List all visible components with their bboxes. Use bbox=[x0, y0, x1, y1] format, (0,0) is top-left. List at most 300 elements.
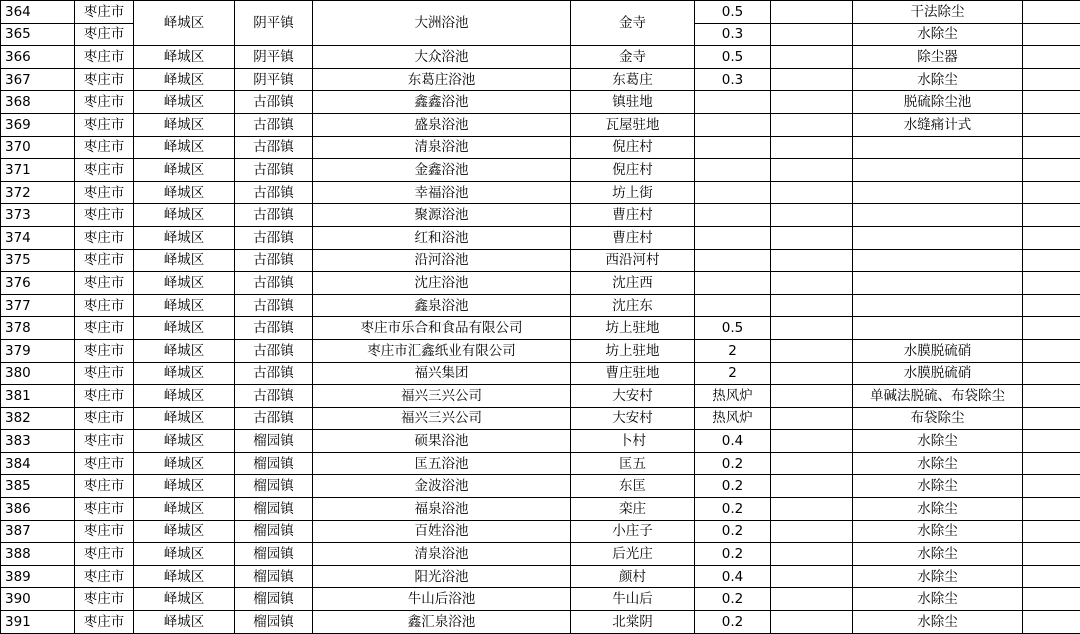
blank-cell bbox=[771, 452, 853, 475]
seq-number-cell: 377 bbox=[1, 294, 75, 317]
empty-cell bbox=[1023, 272, 1080, 295]
town-cell: 古邵镇 bbox=[235, 113, 313, 136]
town-cell: 榴园镇 bbox=[235, 611, 313, 634]
district-cell: 峄城区 bbox=[134, 113, 235, 136]
district-cell: 峄城区 bbox=[134, 294, 235, 317]
table-row bbox=[1, 181, 1080, 204]
empty-cell bbox=[1023, 452, 1080, 475]
blank-cell bbox=[771, 46, 853, 69]
seq-number-cell: 369 bbox=[1, 113, 75, 136]
empty-cell bbox=[1023, 294, 1080, 317]
empty-cell bbox=[1023, 249, 1080, 272]
city-cell: 枣庄市 bbox=[75, 23, 134, 46]
capacity-cell: 0.2 bbox=[695, 588, 771, 611]
treatment-measure-cell bbox=[853, 272, 1023, 295]
treatment-measure-cell: 水除尘 bbox=[853, 68, 1023, 91]
city-cell: 枣庄市 bbox=[75, 272, 134, 295]
location-cell: 沈庄西 bbox=[571, 272, 695, 295]
location-cell: 栾庄 bbox=[571, 498, 695, 521]
empty-cell bbox=[1023, 136, 1080, 159]
treatment-measure-cell: 布袋除尘 bbox=[853, 407, 1023, 430]
blank-cell bbox=[771, 23, 853, 46]
capacity-cell bbox=[695, 272, 771, 295]
location-cell: 北棠阴 bbox=[571, 611, 695, 634]
seq-number-cell: 374 bbox=[1, 226, 75, 249]
company-name-cell: 福泉浴池 bbox=[313, 498, 571, 521]
city-cell: 枣庄市 bbox=[75, 294, 134, 317]
table-row bbox=[1, 249, 1080, 272]
empty-cell bbox=[1023, 68, 1080, 91]
blank-cell bbox=[771, 588, 853, 611]
treatment-measure-cell: 水除尘 bbox=[853, 520, 1023, 543]
district-cell: 峄城区 bbox=[134, 475, 235, 498]
seq-number-cell: 382 bbox=[1, 407, 75, 430]
blank-cell bbox=[771, 430, 853, 453]
treatment-measure-cell: 水除尘 bbox=[853, 452, 1023, 475]
treatment-measure-cell bbox=[853, 294, 1023, 317]
town-cell: 古邵镇 bbox=[235, 226, 313, 249]
seq-number-cell: 373 bbox=[1, 204, 75, 227]
company-name-cell: 大众浴池 bbox=[313, 46, 571, 69]
capacity-cell: 0.2 bbox=[695, 611, 771, 634]
location-cell: 东葛庄 bbox=[571, 68, 695, 91]
location-cell: 坊上街 bbox=[571, 181, 695, 204]
seq-number-cell: 386 bbox=[1, 498, 75, 521]
table-row bbox=[1, 46, 1080, 69]
location-cell: 坊上驻地 bbox=[571, 339, 695, 362]
empty-cell bbox=[1023, 1, 1080, 24]
town-cell: 古邵镇 bbox=[235, 204, 313, 227]
capacity-cell bbox=[695, 91, 771, 114]
capacity-cell bbox=[695, 226, 771, 249]
blank-cell bbox=[771, 113, 853, 136]
table-row bbox=[1, 294, 1080, 317]
location-cell: 倪庄村 bbox=[571, 159, 695, 182]
company-name-cell: 幸福浴池 bbox=[313, 181, 571, 204]
treatment-measure-cell: 水膜脱硫硝 bbox=[853, 362, 1023, 385]
company-name-cell: 硕果浴池 bbox=[313, 430, 571, 453]
empty-cell bbox=[1023, 543, 1080, 566]
capacity-cell: 2 bbox=[695, 339, 771, 362]
town-cell: 榴园镇 bbox=[235, 452, 313, 475]
capacity-cell: 0.3 bbox=[695, 23, 771, 46]
treatment-measure-cell: 水缝痛计式 bbox=[853, 113, 1023, 136]
district-cell: 峄城区 bbox=[134, 136, 235, 159]
city-cell: 枣庄市 bbox=[75, 385, 134, 408]
seq-number-cell: 364 bbox=[1, 1, 75, 24]
company-name-cell: 鑫泉浴池 bbox=[313, 294, 571, 317]
blank-cell bbox=[771, 407, 853, 430]
treatment-measure-cell: 水除尘 bbox=[853, 543, 1023, 566]
table-row bbox=[1, 339, 1080, 362]
seq-number-cell: 390 bbox=[1, 588, 75, 611]
capacity-cell: 0.5 bbox=[695, 317, 771, 340]
blank-cell bbox=[771, 611, 853, 634]
district-cell: 峄城区 bbox=[134, 385, 235, 408]
treatment-measure-cell bbox=[853, 249, 1023, 272]
location-cell: 沈庄东 bbox=[571, 294, 695, 317]
seq-number-cell: 388 bbox=[1, 543, 75, 566]
company-name-cell: 清泉浴池 bbox=[313, 136, 571, 159]
company-name-cell: 阳光浴池 bbox=[313, 565, 571, 588]
blank-cell bbox=[771, 272, 853, 295]
town-cell: 榴园镇 bbox=[235, 498, 313, 521]
empty-cell bbox=[1023, 204, 1080, 227]
treatment-measure-cell bbox=[853, 181, 1023, 204]
town-cell: 古邵镇 bbox=[235, 339, 313, 362]
location-cell: 后光庄 bbox=[571, 543, 695, 566]
district-cell: 峄城区 bbox=[134, 68, 235, 91]
table-row bbox=[1, 452, 1080, 475]
city-cell: 枣庄市 bbox=[75, 498, 134, 521]
seq-number-cell: 372 bbox=[1, 181, 75, 204]
company-name-cell: 百姓浴池 bbox=[313, 520, 571, 543]
company-name-cell: 鑫汇泉浴池 bbox=[313, 611, 571, 634]
location-cell: 倪庄村 bbox=[571, 136, 695, 159]
empty-cell bbox=[1023, 520, 1080, 543]
company-name-cell: 金波浴池 bbox=[313, 475, 571, 498]
city-cell: 枣庄市 bbox=[75, 1, 134, 24]
seq-number-cell: 376 bbox=[1, 272, 75, 295]
city-cell: 枣庄市 bbox=[75, 46, 134, 69]
district-cell: 峄城区 bbox=[134, 226, 235, 249]
table-row bbox=[1, 226, 1080, 249]
empty-cell bbox=[1023, 430, 1080, 453]
table-row bbox=[1, 317, 1080, 340]
town-cell: 榴园镇 bbox=[235, 543, 313, 566]
seq-number-cell: 375 bbox=[1, 249, 75, 272]
blank-cell bbox=[771, 294, 853, 317]
capacity-cell: 2 bbox=[695, 362, 771, 385]
location-cell: 大安村 bbox=[571, 385, 695, 408]
location-cell: 颜村 bbox=[571, 565, 695, 588]
capacity-cell: 热风炉 bbox=[695, 385, 771, 408]
district-cell: 峄城区 bbox=[134, 565, 235, 588]
seq-number-cell: 368 bbox=[1, 91, 75, 114]
town-cell: 古邵镇 bbox=[235, 362, 313, 385]
location-cell: 曹庄村 bbox=[571, 226, 695, 249]
seq-number-cell: 381 bbox=[1, 385, 75, 408]
empty-cell bbox=[1023, 46, 1080, 69]
table-row bbox=[1, 498, 1080, 521]
company-name-cell: 枣庄市乐合和食品有限公司 bbox=[313, 317, 571, 340]
capacity-cell: 0.2 bbox=[695, 475, 771, 498]
seq-number-cell: 379 bbox=[1, 339, 75, 362]
district-cell: 峄城区 bbox=[134, 452, 235, 475]
company-name-cell: 沈庄浴池 bbox=[313, 272, 571, 295]
empty-cell bbox=[1023, 362, 1080, 385]
district-cell: 峄城区 bbox=[134, 430, 235, 453]
table-row bbox=[1, 113, 1080, 136]
seq-number-cell: 371 bbox=[1, 159, 75, 182]
town-cell: 古邵镇 bbox=[235, 136, 313, 159]
location-cell: 金寺 bbox=[571, 46, 695, 69]
city-cell: 枣庄市 bbox=[75, 520, 134, 543]
company-name-cell: 鑫鑫浴池 bbox=[313, 91, 571, 114]
district-cell: 峄城区 bbox=[134, 317, 235, 340]
location-cell: 瓦屋驻地 bbox=[571, 113, 695, 136]
district-cell: 峄城区 bbox=[134, 362, 235, 385]
blank-cell bbox=[771, 181, 853, 204]
empty-cell bbox=[1023, 407, 1080, 430]
capacity-cell: 0.2 bbox=[695, 520, 771, 543]
town-cell: 榴园镇 bbox=[235, 475, 313, 498]
company-name-cell: 沿河浴池 bbox=[313, 249, 571, 272]
empty-cell bbox=[1023, 588, 1080, 611]
city-cell: 枣庄市 bbox=[75, 159, 134, 182]
city-cell: 枣庄市 bbox=[75, 181, 134, 204]
location-cell: 镇驻地 bbox=[571, 91, 695, 114]
city-cell: 枣庄市 bbox=[75, 430, 134, 453]
town-cell: 古邵镇 bbox=[235, 272, 313, 295]
table-row bbox=[1, 272, 1080, 295]
district-cell: 峄城区 bbox=[134, 91, 235, 114]
table-row bbox=[1, 430, 1080, 453]
district-cell: 峄城区 bbox=[134, 339, 235, 362]
company-name-cell: 东葛庄浴池 bbox=[313, 68, 571, 91]
table-row bbox=[1, 204, 1080, 227]
company-name-cell: 红和浴池 bbox=[313, 226, 571, 249]
treatment-measure-cell bbox=[853, 317, 1023, 340]
empty-cell bbox=[1023, 317, 1080, 340]
empty-cell bbox=[1023, 23, 1080, 46]
capacity-cell: 0.2 bbox=[695, 452, 771, 475]
company-name-cell: 福兴三兴公司 bbox=[313, 407, 571, 430]
table-row bbox=[1, 565, 1080, 588]
seq-number-cell: 366 bbox=[1, 46, 75, 69]
treatment-measure-cell: 水除尘 bbox=[853, 611, 1023, 634]
treatment-measure-cell: 水除尘 bbox=[853, 588, 1023, 611]
district-cell: 峄城区 bbox=[134, 520, 235, 543]
location-cell: 牛山后 bbox=[571, 588, 695, 611]
city-cell: 枣庄市 bbox=[75, 362, 134, 385]
city-cell: 枣庄市 bbox=[75, 113, 134, 136]
treatment-measure-cell: 单碱法脱硫、布袋除尘 bbox=[853, 385, 1023, 408]
treatment-measure-cell bbox=[853, 136, 1023, 159]
company-name-cell: 聚源浴池 bbox=[313, 204, 571, 227]
seq-number-cell: 378 bbox=[1, 317, 75, 340]
capacity-cell: 0.2 bbox=[695, 543, 771, 566]
company-name-cell: 牛山后浴池 bbox=[313, 588, 571, 611]
table-row bbox=[1, 159, 1080, 182]
city-cell: 枣庄市 bbox=[75, 475, 134, 498]
blank-cell bbox=[771, 520, 853, 543]
seq-number-cell: 384 bbox=[1, 452, 75, 475]
capacity-cell bbox=[695, 136, 771, 159]
town-cell: 榴园镇 bbox=[235, 520, 313, 543]
table-row bbox=[1, 136, 1080, 159]
city-cell: 枣庄市 bbox=[75, 452, 134, 475]
city-cell: 枣庄市 bbox=[75, 317, 134, 340]
company-name-cell: 清泉浴池 bbox=[313, 543, 571, 566]
blank-cell bbox=[771, 68, 853, 91]
treatment-measure-cell: 水除尘 bbox=[853, 498, 1023, 521]
empty-cell bbox=[1023, 565, 1080, 588]
empty-cell bbox=[1023, 498, 1080, 521]
capacity-cell bbox=[695, 294, 771, 317]
district-cell: 峄城区 bbox=[134, 249, 235, 272]
blank-cell bbox=[771, 226, 853, 249]
city-cell: 枣庄市 bbox=[75, 249, 134, 272]
blank-cell bbox=[771, 475, 853, 498]
location-cell: 卜村 bbox=[571, 430, 695, 453]
table-row bbox=[1, 475, 1080, 498]
location-cell: 匡五 bbox=[571, 452, 695, 475]
district-cell: 峄城区 bbox=[134, 498, 235, 521]
capacity-cell bbox=[695, 113, 771, 136]
blank-cell bbox=[771, 498, 853, 521]
treatment-measure-cell: 水除尘 bbox=[853, 475, 1023, 498]
blank-cell bbox=[771, 385, 853, 408]
town-cell: 古邵镇 bbox=[235, 294, 313, 317]
town-cell: 古邵镇 bbox=[235, 181, 313, 204]
town-cell: 古邵镇 bbox=[235, 91, 313, 114]
treatment-measure-cell: 水膜脱硫硝 bbox=[853, 339, 1023, 362]
city-cell: 枣庄市 bbox=[75, 407, 134, 430]
empty-cell bbox=[1023, 475, 1080, 498]
treatment-measure-cell bbox=[853, 204, 1023, 227]
district-cell: 峄城区 bbox=[134, 204, 235, 227]
treatment-measure-cell: 水除尘 bbox=[853, 430, 1023, 453]
seq-number-cell: 385 bbox=[1, 475, 75, 498]
company-name-cell: 匡五浴池 bbox=[313, 452, 571, 475]
location-cell: 西沿河村 bbox=[571, 249, 695, 272]
location-cell: 东匡 bbox=[571, 475, 695, 498]
table-row bbox=[1, 588, 1080, 611]
capacity-cell: 0.4 bbox=[695, 565, 771, 588]
empty-cell bbox=[1023, 113, 1080, 136]
treatment-measure-cell: 除尘器 bbox=[853, 46, 1023, 69]
city-cell: 枣庄市 bbox=[75, 339, 134, 362]
blank-cell bbox=[771, 543, 853, 566]
company-name-cell: 大洲浴池 bbox=[313, 1, 571, 46]
seq-number-cell: 365 bbox=[1, 23, 75, 46]
town-cell: 榴园镇 bbox=[235, 430, 313, 453]
table-row bbox=[1, 520, 1080, 543]
capacity-cell: 0.2 bbox=[695, 498, 771, 521]
city-cell: 枣庄市 bbox=[75, 543, 134, 566]
capacity-cell bbox=[695, 249, 771, 272]
capacity-cell bbox=[695, 159, 771, 182]
empty-cell bbox=[1023, 181, 1080, 204]
town-cell: 古邵镇 bbox=[235, 317, 313, 340]
town-cell: 榴园镇 bbox=[235, 565, 313, 588]
treatment-measure-cell bbox=[853, 159, 1023, 182]
capacity-cell: 0.5 bbox=[695, 46, 771, 69]
blank-cell bbox=[771, 136, 853, 159]
capacity-cell: 0.3 bbox=[695, 68, 771, 91]
blank-cell bbox=[771, 565, 853, 588]
district-cell: 峄城区 bbox=[134, 611, 235, 634]
town-cell: 古邵镇 bbox=[235, 385, 313, 408]
city-cell: 枣庄市 bbox=[75, 91, 134, 114]
district-cell: 峄城区 bbox=[134, 543, 235, 566]
treatment-measure-cell bbox=[853, 226, 1023, 249]
location-cell: 坊上驻地 bbox=[571, 317, 695, 340]
city-cell: 枣庄市 bbox=[75, 68, 134, 91]
city-cell: 枣庄市 bbox=[75, 588, 134, 611]
blank-cell bbox=[771, 249, 853, 272]
treatment-measure-cell: 水除尘 bbox=[853, 565, 1023, 588]
location-cell: 曹庄驻地 bbox=[571, 362, 695, 385]
location-cell: 曹庄村 bbox=[571, 204, 695, 227]
seq-number-cell: 389 bbox=[1, 565, 75, 588]
capacity-cell: 0.4 bbox=[695, 430, 771, 453]
city-cell: 枣庄市 bbox=[75, 136, 134, 159]
empty-cell bbox=[1023, 91, 1080, 114]
table-row bbox=[1, 385, 1080, 408]
empty-cell bbox=[1023, 611, 1080, 634]
capacity-cell bbox=[695, 181, 771, 204]
company-name-cell: 金鑫浴池 bbox=[313, 159, 571, 182]
city-cell: 枣庄市 bbox=[75, 226, 134, 249]
city-cell: 枣庄市 bbox=[75, 611, 134, 634]
blank-cell bbox=[771, 91, 853, 114]
table-row bbox=[1, 407, 1080, 430]
city-cell: 枣庄市 bbox=[75, 204, 134, 227]
district-cell: 峄城区 bbox=[134, 588, 235, 611]
district-cell: 峄城区 bbox=[134, 181, 235, 204]
empty-cell bbox=[1023, 226, 1080, 249]
town-cell: 古邵镇 bbox=[235, 407, 313, 430]
capacity-cell bbox=[695, 204, 771, 227]
town-cell: 阴平镇 bbox=[235, 46, 313, 69]
blank-cell bbox=[771, 204, 853, 227]
table-body bbox=[1, 1, 1080, 634]
location-cell: 大安村 bbox=[571, 407, 695, 430]
seq-number-cell: 391 bbox=[1, 611, 75, 634]
company-name-cell: 福兴集团 bbox=[313, 362, 571, 385]
town-cell: 古邵镇 bbox=[235, 159, 313, 182]
district-cell: 峄城区 bbox=[134, 407, 235, 430]
blank-cell bbox=[771, 1, 853, 24]
town-cell: 阴平镇 bbox=[235, 68, 313, 91]
district-cell: 峄城区 bbox=[134, 1, 235, 46]
seq-number-cell: 387 bbox=[1, 520, 75, 543]
seq-number-cell: 383 bbox=[1, 430, 75, 453]
table-row bbox=[1, 611, 1080, 634]
blank-cell bbox=[771, 159, 853, 182]
company-name-cell: 盛泉浴池 bbox=[313, 113, 571, 136]
table-row bbox=[1, 68, 1080, 91]
company-name-cell: 枣庄市汇鑫纸业有限公司 bbox=[313, 339, 571, 362]
district-cell: 峄城区 bbox=[134, 272, 235, 295]
empty-cell bbox=[1023, 385, 1080, 408]
location-cell: 金寺 bbox=[571, 1, 695, 46]
town-cell: 古邵镇 bbox=[235, 249, 313, 272]
treatment-measure-cell: 水除尘 bbox=[853, 23, 1023, 46]
town-cell: 榴园镇 bbox=[235, 588, 313, 611]
capacity-cell: 0.5 bbox=[695, 1, 771, 24]
city-cell: 枣庄市 bbox=[75, 565, 134, 588]
table-row bbox=[1, 362, 1080, 385]
treatment-measure-cell: 干法除尘 bbox=[853, 1, 1023, 24]
district-cell: 峄城区 bbox=[134, 159, 235, 182]
seq-number-cell: 370 bbox=[1, 136, 75, 159]
town-cell: 阴平镇 bbox=[235, 1, 313, 46]
seq-number-cell: 380 bbox=[1, 362, 75, 385]
location-cell: 小庄子 bbox=[571, 520, 695, 543]
treatment-measure-cell: 脱硫除尘池 bbox=[853, 91, 1023, 114]
company-name-cell: 福兴三兴公司 bbox=[313, 385, 571, 408]
district-cell: 峄城区 bbox=[134, 46, 235, 69]
blank-cell bbox=[771, 317, 853, 340]
seq-number-cell: 367 bbox=[1, 68, 75, 91]
table-row bbox=[1, 543, 1080, 566]
table-row bbox=[1, 91, 1080, 114]
empty-cell bbox=[1023, 159, 1080, 182]
table-row bbox=[1, 1, 1080, 24]
